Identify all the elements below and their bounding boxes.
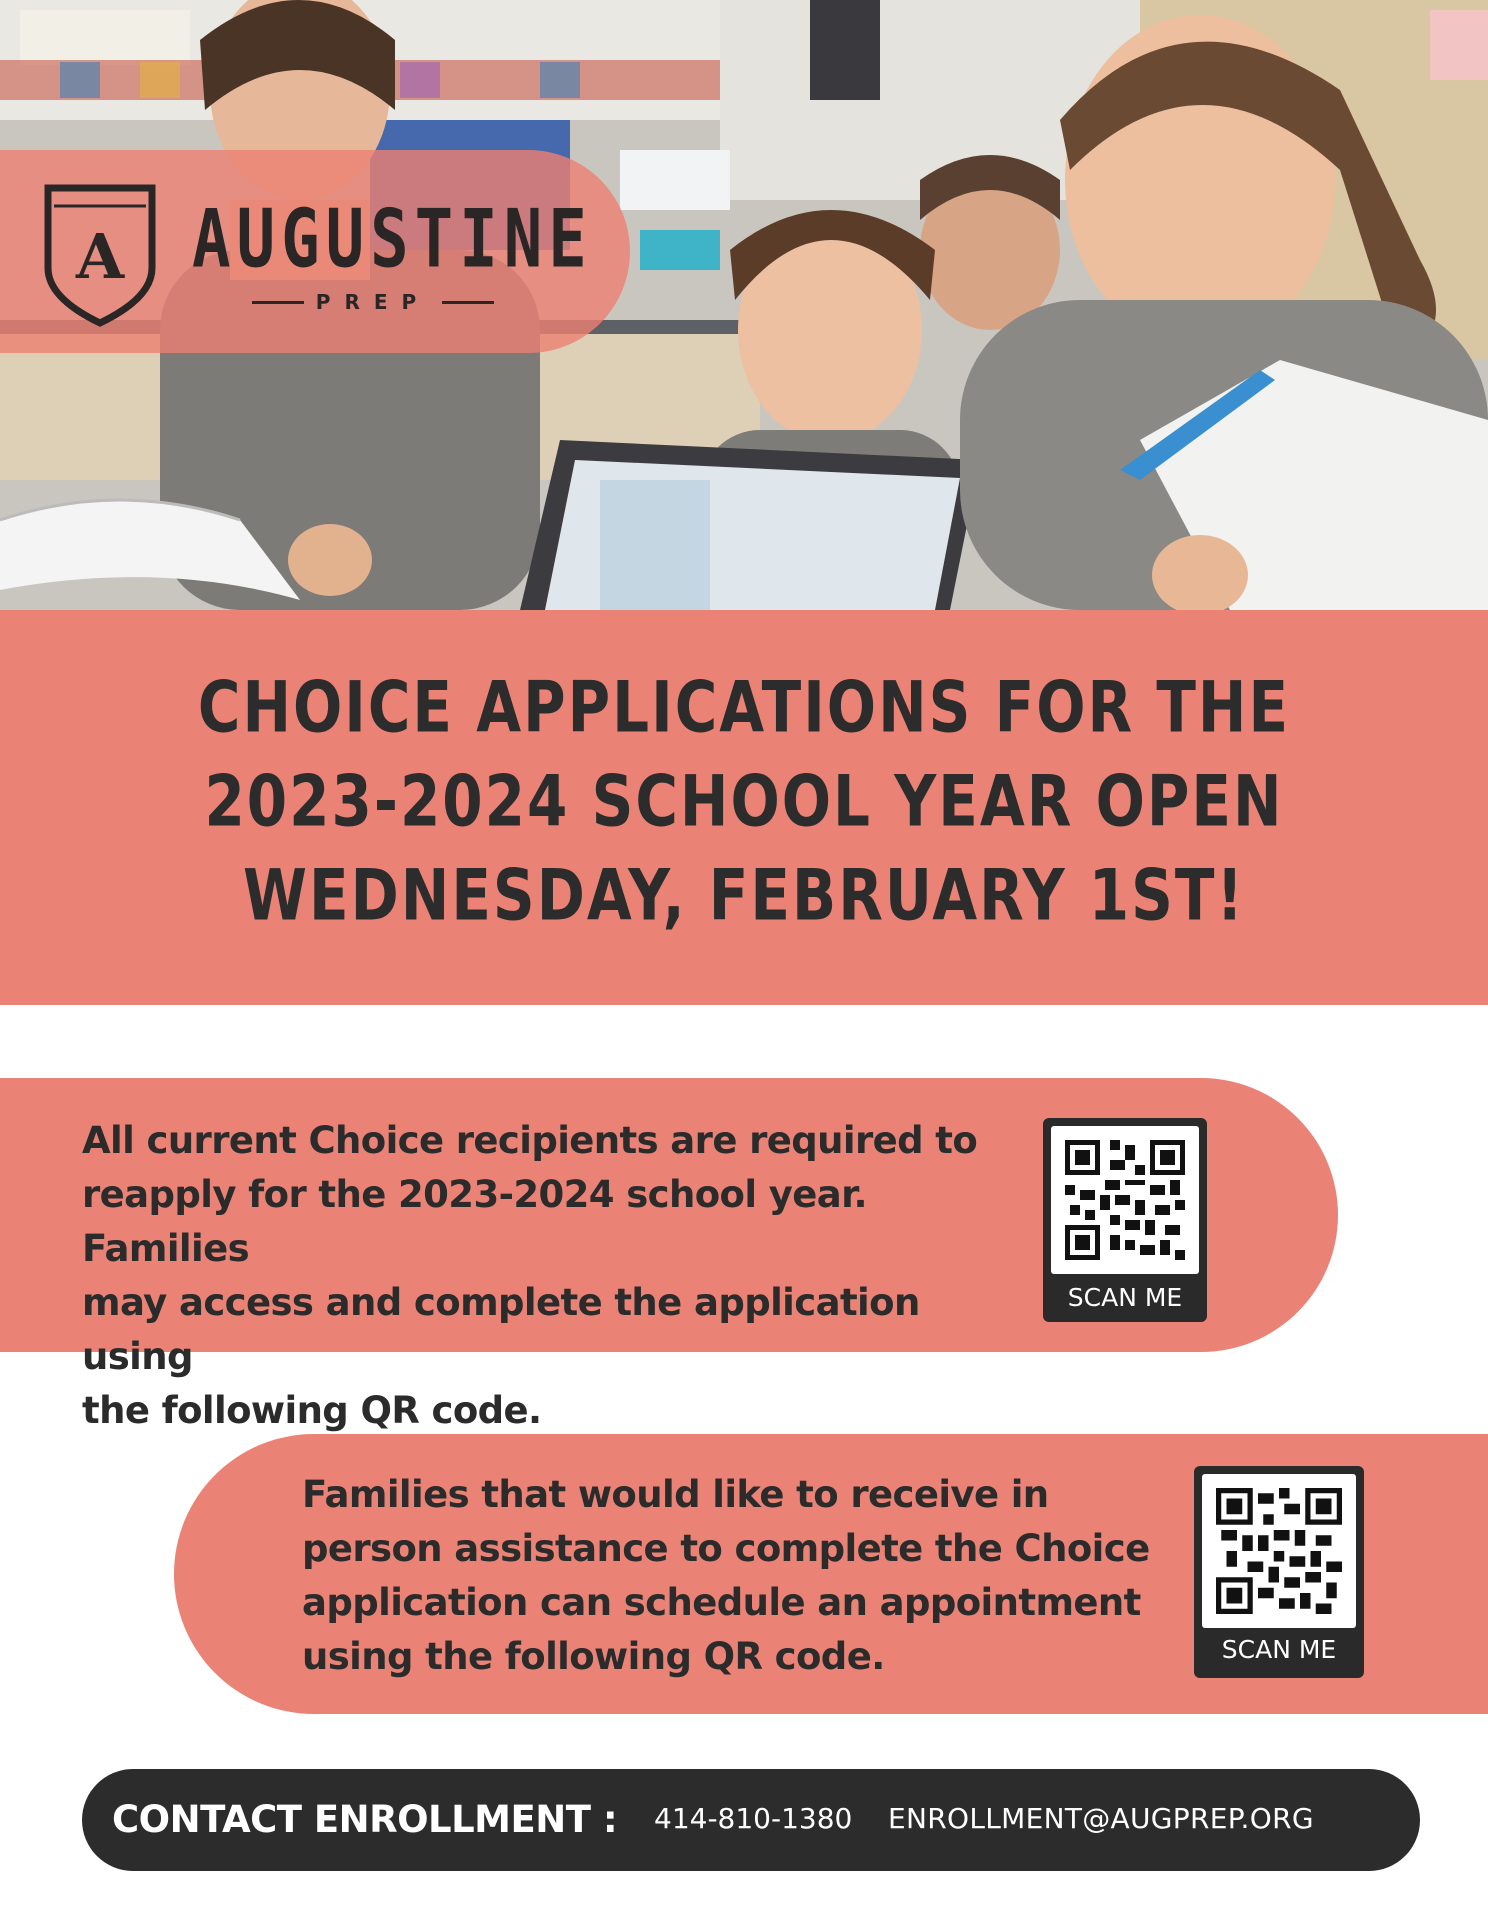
- hero-photo: [0, 0, 1488, 610]
- scan-me-label: SCAN ME: [1221, 1635, 1337, 1664]
- logo-banner: [0, 150, 630, 353]
- logo-monogram: A: [75, 220, 125, 293]
- scan-me-label: SCAN ME: [1067, 1283, 1183, 1312]
- shield-icon: [40, 178, 160, 328]
- application-qr-code[interactable]: [1051, 1126, 1199, 1274]
- reapply-line-1: All current Choice recipients are required to: [82, 1119, 978, 1162]
- reapply-line-3: may access and complete the application using: [82, 1281, 920, 1378]
- reapply-line-2: reapply for the 2023-2024 school year. Families: [82, 1173, 867, 1270]
- contact-email-link[interactable]: ENROLLMENT@AUGPREP.ORG: [888, 1802, 1314, 1835]
- reapply-section: [0, 1078, 1338, 1432]
- appointment-qr-card[interactable]: [1194, 1466, 1364, 1678]
- logo-subtitle: [222, 290, 524, 314]
- assistance-line-2: person assistance to complete the Choice: [302, 1527, 1150, 1570]
- logo-divider-right: [442, 301, 494, 304]
- assistance-line-4: using the following QR code.: [302, 1635, 885, 1678]
- headline-line-1: CHOICE APPLICATIONS FOR THE: [197, 665, 1291, 749]
- assistance-text: [302, 1468, 1242, 1684]
- contact-bar: [82, 1769, 1420, 1871]
- qr-code-icon: [1065, 1140, 1185, 1260]
- logo-divider-left: [252, 301, 304, 304]
- contact-phone-link[interactable]: 414-810-1380: [654, 1802, 853, 1835]
- logo-wordmark: AUGUSTINE: [192, 193, 593, 287]
- headline: [0, 660, 1488, 942]
- qr-code-icon: [1216, 1488, 1342, 1614]
- application-qr-card[interactable]: [1043, 1118, 1207, 1322]
- appointment-qr-code[interactable]: [1202, 1474, 1356, 1628]
- assistance-section: [174, 1434, 1488, 1714]
- reapply-text: [82, 1114, 1022, 1438]
- headline-line-3: WEDNESDAY, FEBRUARY 1ST!: [243, 853, 1245, 937]
- headline-line-2: 2023-2024 SCHOOL YEAR OPEN: [204, 759, 1284, 843]
- assistance-line-1: Families that would like to receive in: [302, 1473, 1049, 1516]
- headline-band: [0, 610, 1488, 1005]
- logo-subtitle-text: PREP: [315, 290, 431, 314]
- reapply-line-4: the following QR code.: [82, 1389, 542, 1432]
- contact-label: CONTACT ENROLLMENT :: [112, 1798, 618, 1841]
- assistance-line-3: application can schedule an appointment: [302, 1581, 1141, 1624]
